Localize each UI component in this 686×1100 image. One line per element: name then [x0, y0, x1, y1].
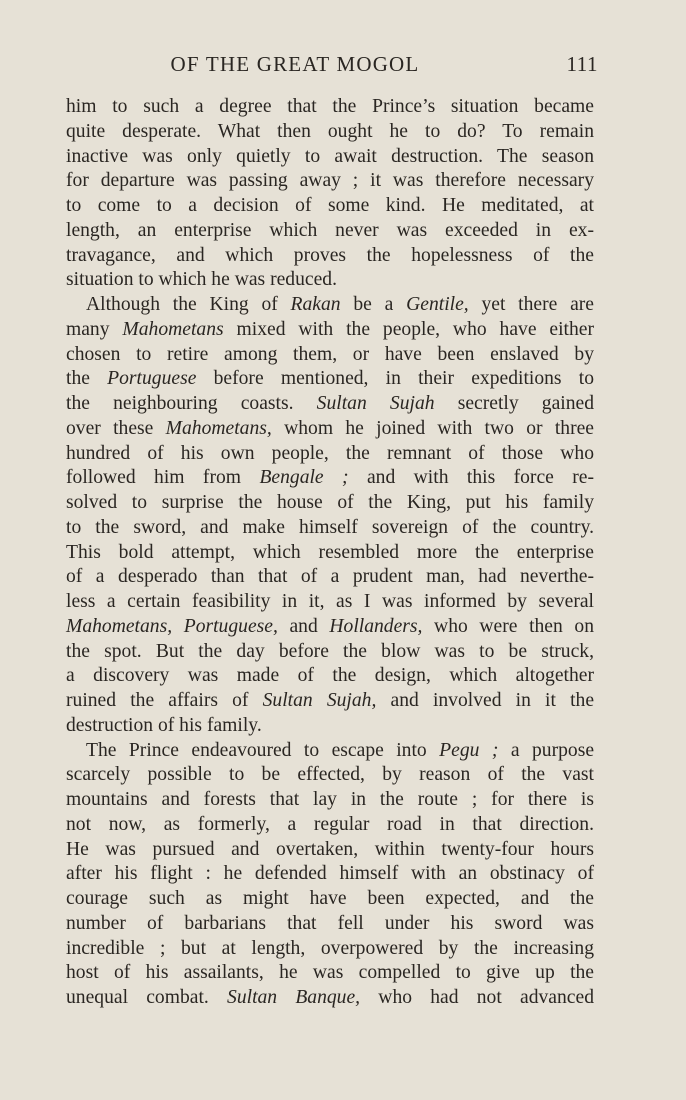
text-line	[66, 838, 594, 863]
text-line	[66, 169, 594, 194]
text-line	[66, 194, 594, 219]
text-run: followed him from	[66, 467, 260, 489]
text-run: over these	[66, 417, 166, 439]
text-line	[66, 937, 594, 962]
text-line	[66, 244, 594, 269]
italic-text: Bengale ;	[259, 467, 349, 489]
text-run: be a	[340, 294, 407, 315]
running-title: OF THE GREAT MOGOL	[170, 52, 420, 76]
text-run: whom he joined with two or three	[271, 417, 595, 439]
page-number: 111	[566, 52, 598, 76]
italic-text: Pegu ;	[439, 739, 499, 761]
text-line	[66, 466, 594, 491]
text-line	[66, 664, 594, 689]
text-run: number of barbarians that fell under his sword was	[66, 912, 594, 934]
text-run: less a certain feasibility in it, as I was informed by several	[66, 591, 594, 612]
italic-text: Hollanders,	[329, 615, 423, 637]
italic-text: Mahometans	[122, 318, 224, 340]
text-run: who were then on	[422, 615, 594, 637]
text-line	[66, 442, 594, 467]
text-run: chosen to retire among them, or have been enslaved by	[66, 343, 594, 365]
text-run: host of his assailants, he was compelled to give up the	[66, 962, 594, 984]
italic-text: Sultan Sujah	[316, 393, 435, 414]
text-run: solved to surprise the house of the King, put his family	[66, 492, 594, 513]
italic-text: Mahometans,	[165, 417, 272, 439]
italic-text: Sultan Banque,	[227, 987, 361, 1008]
text-line	[66, 516, 594, 541]
text-line	[66, 343, 594, 368]
text-line	[66, 392, 594, 417]
italic-text: Rakan	[290, 294, 341, 315]
text-run: a discovery was made of the design, which altogether	[66, 665, 594, 687]
body-text	[66, 95, 594, 1011]
text-line	[66, 714, 594, 739]
text-line	[66, 887, 594, 912]
text-run: unequal combat.	[66, 987, 228, 1008]
text-line	[66, 813, 594, 838]
text-run: to the sword, and make himself sovereign of the country.	[66, 516, 594, 538]
text-run: and	[277, 615, 330, 637]
italic-text: Gentile,	[406, 294, 469, 315]
text-run: courage such as might have been expected, and the	[66, 888, 594, 909]
text-line	[66, 788, 594, 813]
text-run: length, an enterprise which never was exceeded in ex-	[66, 219, 594, 241]
text-line	[66, 590, 594, 615]
text-run: mountains and forests that lay in the route ; for there is	[66, 789, 594, 810]
text-run: This bold attempt, which resembled more the enterprise	[66, 541, 594, 563]
italic-text: Mahometans, Portuguese,	[66, 615, 278, 637]
text-line	[66, 293, 594, 318]
text-run: him to such a degree that the Prince’s situation became	[66, 96, 594, 117]
italic-text: Portuguese	[107, 368, 197, 390]
text-line	[66, 491, 594, 516]
text-run: ruined the affairs of	[66, 690, 263, 711]
text-run: of a desperado than that of a prudent man, had neverthe-	[66, 566, 594, 588]
text-line	[66, 739, 594, 764]
text-line	[66, 145, 594, 170]
text-run: quite desperate. What then ought he to do? To remain	[66, 120, 594, 142]
text-run: inactive was only quietly to await destruction. The season	[66, 145, 594, 167]
text-run: who had not advanced	[360, 987, 594, 1008]
text-run: many	[66, 318, 123, 340]
text-run: a purpose	[498, 739, 595, 761]
text-run: after his flight : he defended himself with an obstinacy of	[66, 863, 594, 885]
text-line	[66, 862, 594, 887]
text-run: and with this force re-	[348, 467, 594, 489]
text-run: to come to a decision of some kind. He meditated, at	[66, 195, 594, 216]
text-line	[66, 367, 594, 392]
text-run: scarcely possible to be effected, by reason of the vast	[66, 764, 594, 786]
italic-text: Sultan Sujah,	[262, 690, 377, 711]
text-line	[66, 318, 594, 343]
running-header	[60, 52, 604, 82]
text-run: mixed with the people, who have either	[223, 318, 595, 340]
text-run: The Prince endeavoured to escape into	[86, 739, 440, 761]
text-line	[66, 961, 594, 986]
text-line	[66, 986, 594, 1011]
text-run: travagance, and which proves the hopelessness of the	[66, 244, 594, 266]
text-run: yet there are	[468, 294, 595, 315]
text-line	[66, 95, 594, 120]
text-line	[66, 120, 594, 145]
text-run: He was pursued and overtaken, within twenty-four hours	[66, 838, 594, 860]
text-line	[66, 615, 594, 640]
text-run: Although the King of	[86, 294, 291, 315]
text-run: secretly gained	[434, 393, 595, 414]
text-line	[66, 268, 594, 293]
text-line	[66, 417, 594, 442]
text-line	[66, 912, 594, 937]
text-line	[66, 689, 594, 714]
text-line	[66, 640, 594, 665]
text-run: the spot. But the day before the blow was to be struck,	[66, 640, 594, 662]
text-run: incredible ; but at length, overpowered by the increasing	[66, 937, 594, 959]
text-run: destruction of his family.	[66, 714, 262, 736]
text-line	[66, 565, 594, 590]
text-line	[66, 763, 594, 788]
text-run: and involved in it the	[376, 690, 595, 711]
text-run: hundred of his own people, the remnant of those who	[66, 442, 594, 464]
text-run: situation to which he was reduced.	[66, 269, 337, 291]
text-line	[66, 219, 594, 244]
text-run: for departure was passing away ; it was therefore necessary	[66, 170, 594, 192]
text-run: not now, as formerly, a regular road in that direction.	[66, 813, 594, 835]
text-run: the neighbouring coasts.	[66, 393, 317, 414]
text-run: before mentioned, in their expeditions to	[196, 368, 594, 390]
text-line	[66, 541, 594, 566]
text-run: the	[66, 368, 108, 390]
